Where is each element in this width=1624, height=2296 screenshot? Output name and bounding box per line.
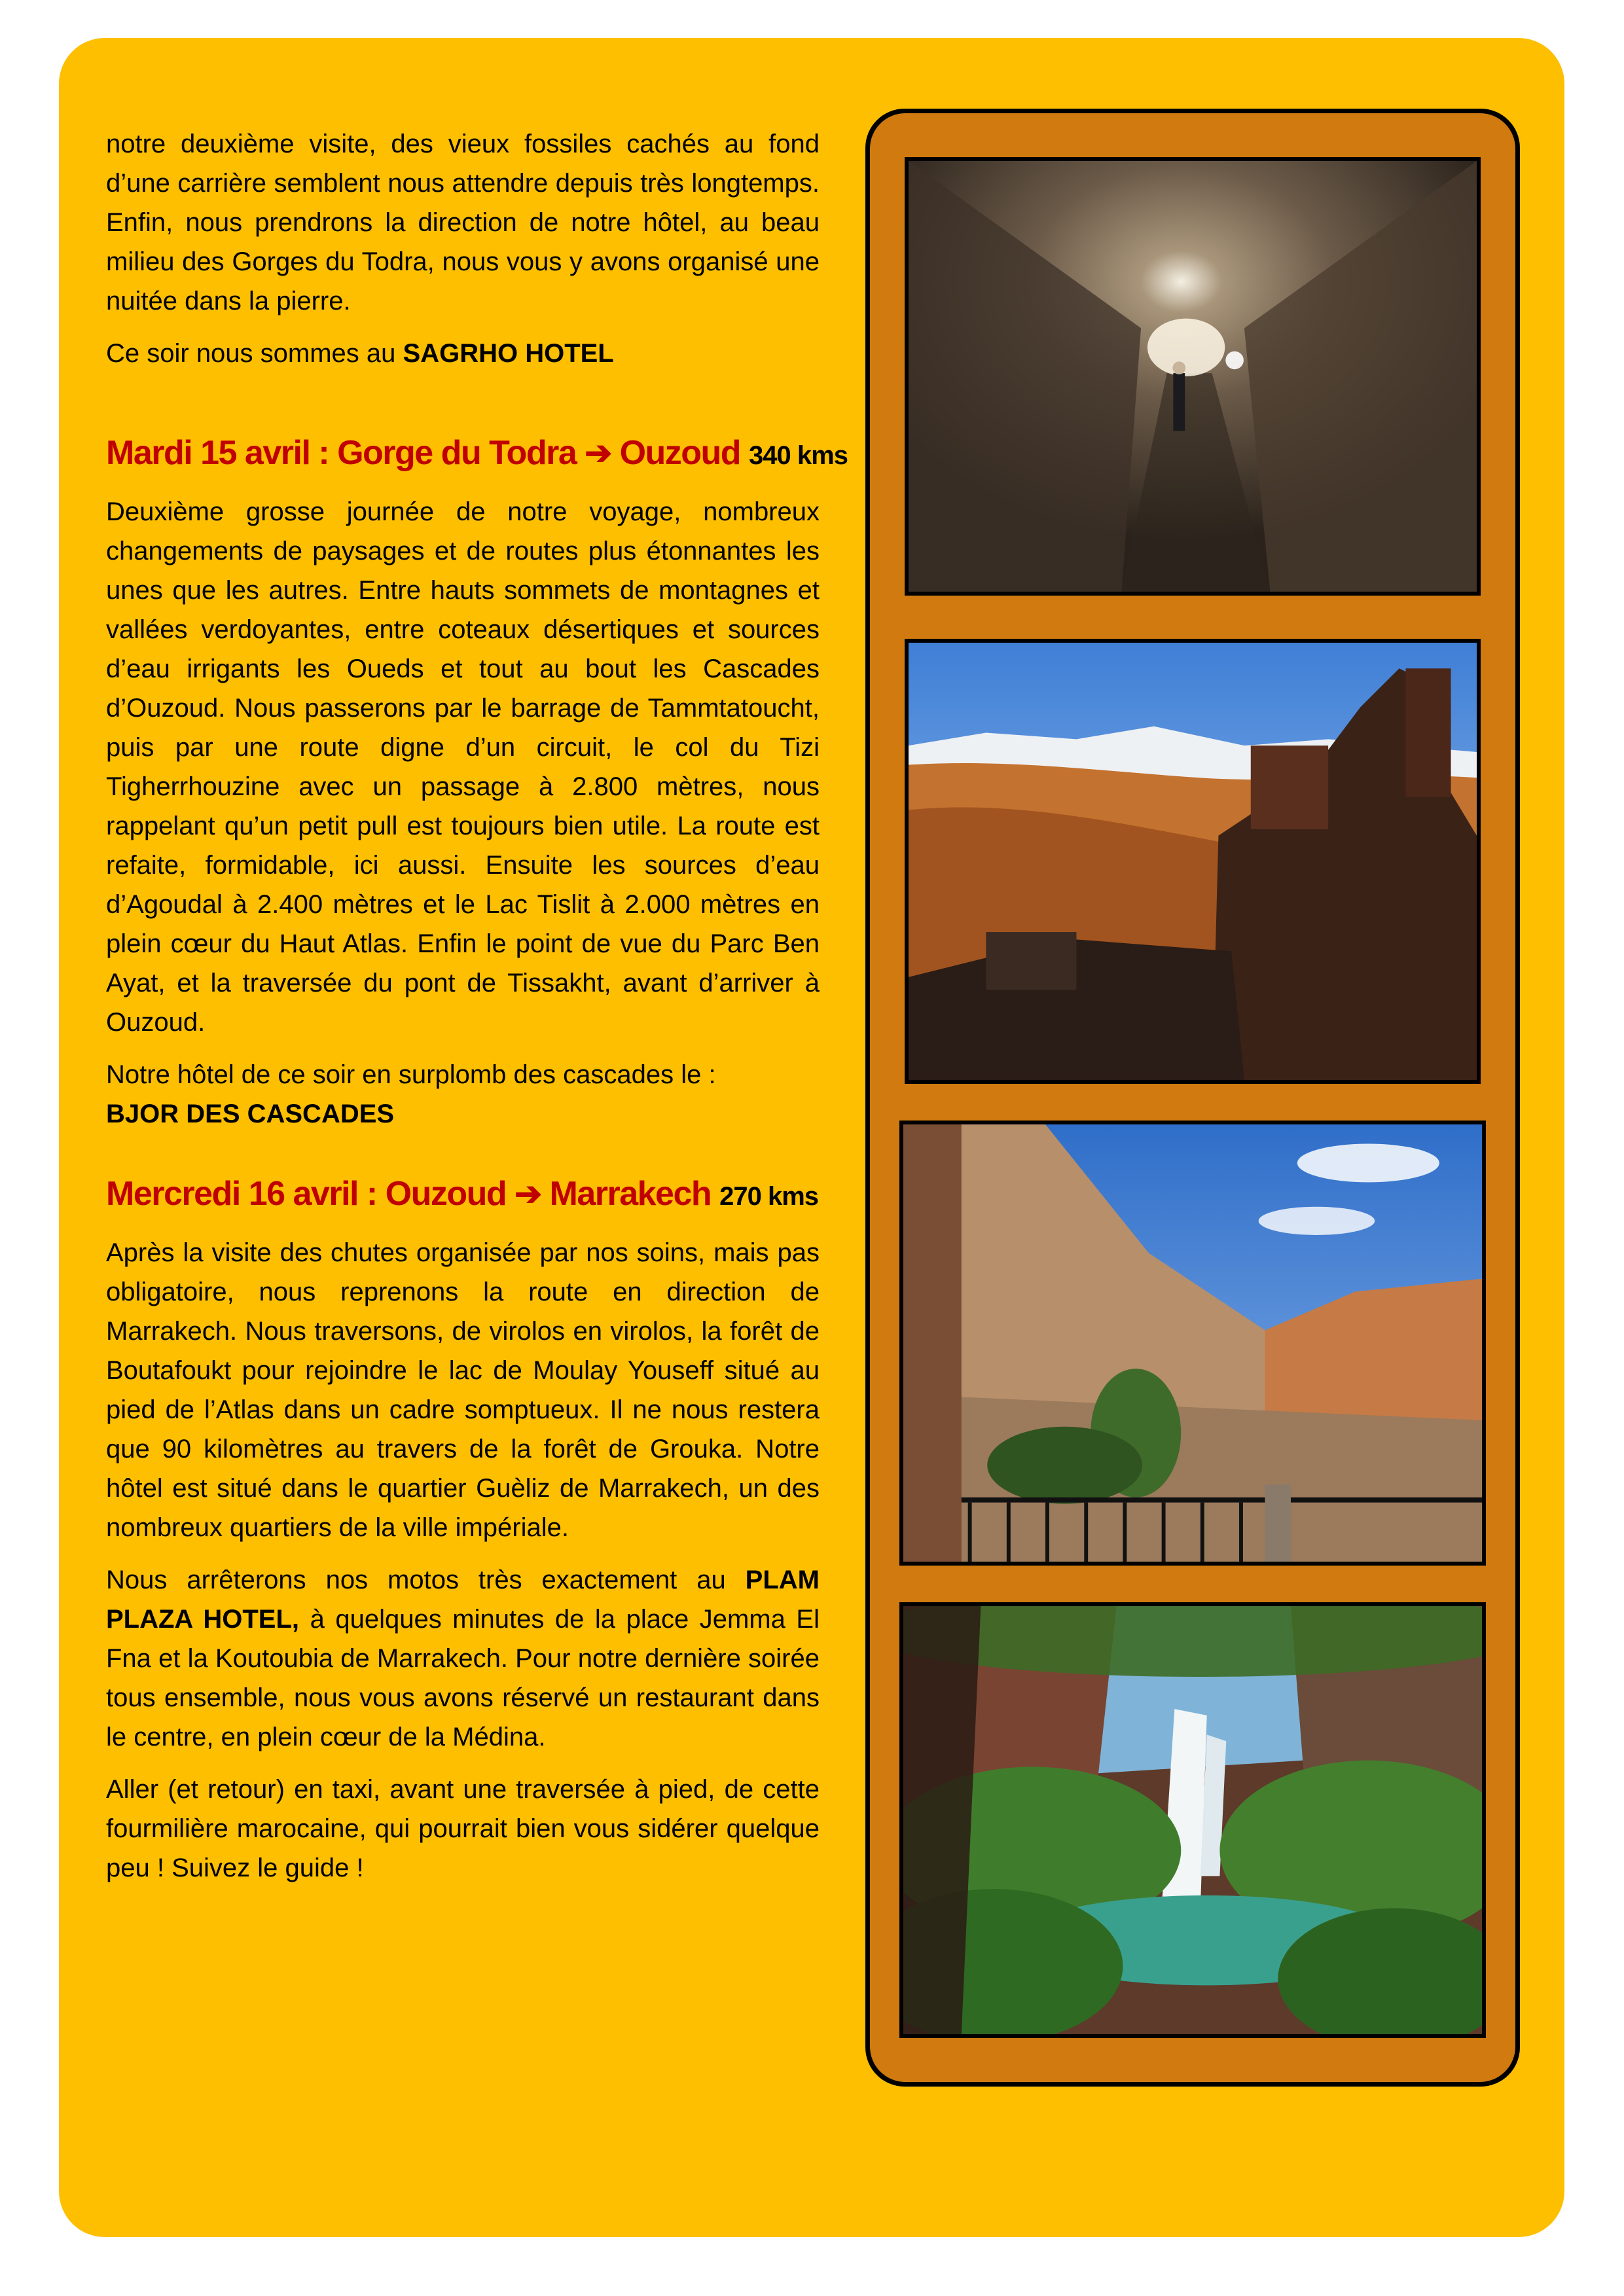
page-background xyxy=(59,38,1564,2237)
photo-canyon-valley xyxy=(899,1121,1486,1566)
distance-label: 270 kms xyxy=(719,1182,819,1211)
arrow-right-icon: ➔ xyxy=(514,1175,541,1212)
hotel-name-sagrho: SAGRHO HOTEL xyxy=(403,339,614,368)
day2-closing-paragraph: Aller (et retour) en taxi, avant une traversée à pied, de cette fourmilière marocaine, qui pourrait bien vous sidérer quelque peu ! Suivez le guide ! xyxy=(106,1775,820,1882)
distance-label: 340 kms xyxy=(749,441,848,470)
photo-kasbah-mountains xyxy=(905,639,1481,1084)
intro-hotel-line: Ce soir nous sommes au SAGRHO HOTEL xyxy=(106,339,614,368)
photo-ouzoud-waterfall xyxy=(899,1602,1486,2038)
hotel-name-plam-plaza: PLAM PLAZA HOTEL, xyxy=(106,1566,820,1634)
day2-paragraph: Après la visite des chutes organisée par nos soins, mais pas obligatoire, nous reprenons la route en direction de Marrakech. Nous traversons, de virolos en virolos, la forêt de Boutafoukt pour rejoindre le lac de Moulay Youseff situé au pied de l’Atlas dans un cadre somptueux. Il ne nous restera que 90 kilomètres au travers de la forêt de Grouka. Notre hôtel est situé dans le quartier Guèliz de Marrakech, un des nombreux quartiers de la ville impériale. xyxy=(106,1238,820,1542)
intro-paragraph: notre deuxième visite, des vieux fossiles cachés au fond d’une carrière semblent nous attendre depuis très longtemps. Enfin, nous prendrons la direction de notre hôtel, au beau milieu des Gorges du Todra, nous vous y avons organisé une nuitée dans la pierre. xyxy=(106,130,820,315)
day-heading-tuesday: Mardi 15 avril : Gorge du Todra ➔ Ouzoud 340 kms xyxy=(106,432,820,476)
day-heading-wednesday: Mercredi 16 avril : Ouzoud ➔ Marrakech 270 kms xyxy=(106,1173,820,1217)
arrow-right-icon: ➔ xyxy=(585,435,611,471)
text-column xyxy=(106,124,848,1901)
day2-hotel-line: Nous arrêterons nos motos très exactement au PLAM PLAZA HOTEL, à quelques minutes de la place Jemma El Fna et la Koutoubia de Marrakech. Pour notre dernière soirée tous ensemble, nous vous avons réservé un restaurant dans le centre, en plein cœur de la Médina. xyxy=(106,1566,820,1751)
photo-canyon-tunnel xyxy=(905,157,1481,596)
day1-hotel-line: Notre hôtel de ce soir en surplomb des cascades le : BJOR DES CASCADES xyxy=(106,1060,716,1128)
photo-frame xyxy=(865,109,1520,2087)
day1-paragraph: Deuxième grosse journée de notre voyage, nombreux changements de paysages et de routes plus étonnantes les unes que les autres. Entre hauts sommets de montagnes et vallées verdoyantes, entre coteaux désertiques et sources d’eau irrigants les Oueds et tout au bout les Cascades d’Ouzoud. Nous passerons par le barrage de Tammtatoucht, puis par une route digne d’un circuit, le col du Tizi Tigherrhouzine avec un passage à 2.800 mètres, nous rappelant qu’un petit pull est toujours bien utile. La route est refaite, formidable, ici aussi. Ensuite les sources d’eau d’Agoudal à 2.400 mètres et le Lac Tislit à 2.000 mètres en plein cœur du Haut Atlas. Enfin le point de vue du Parc Ben Ayat, et la traversée du pont de Tissakht, avant d’arriver à Ouzoud. xyxy=(106,497,820,1037)
hotel-name-bjor: BJOR DES CASCADES xyxy=(106,1100,395,1128)
